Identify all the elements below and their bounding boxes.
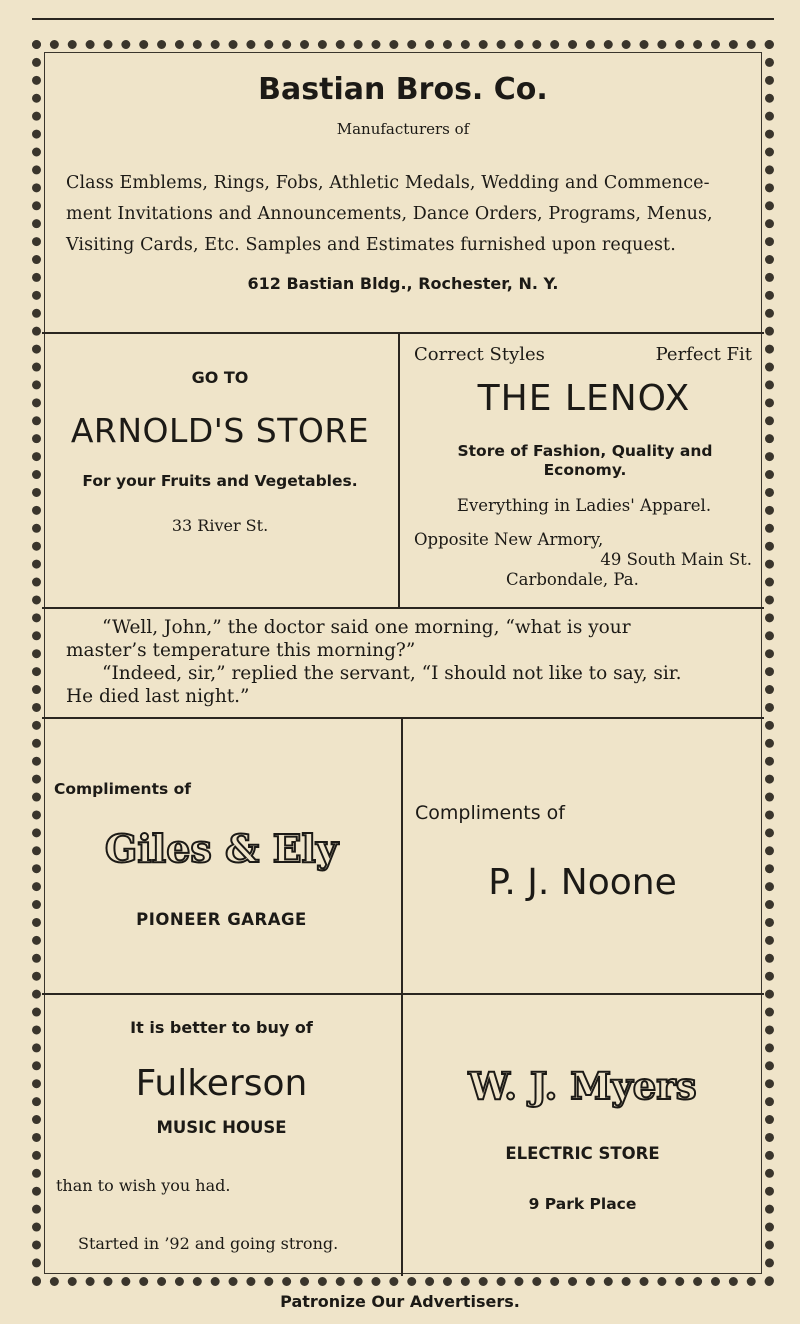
ad-page xyxy=(42,50,764,1276)
bastian-line-3: Visiting Cards, Etc. Samples and Estimates furnished upon request. xyxy=(66,235,676,255)
lenox-address-3: Carbondale, Pa. xyxy=(506,570,639,589)
joke-line-4: He died last night.” xyxy=(66,686,250,707)
joke-line-1: “Well, John,” the doctor said one morning, “what is your xyxy=(102,617,631,638)
myers-title: W. J. Myers xyxy=(468,1064,697,1108)
bastian-address: 612 Bastian Bldg., Rochester, N. Y. xyxy=(247,274,559,293)
joke-text xyxy=(66,616,742,708)
divider-vertical xyxy=(398,332,400,607)
lenox-perfect-fit: Perfect Fit xyxy=(655,344,752,365)
giles-subtitle: PIONEER GARAGE xyxy=(136,910,307,929)
divider xyxy=(42,332,764,334)
lenox-address-1: Opposite New Armory, xyxy=(414,530,604,549)
divider xyxy=(42,717,764,719)
lenox-tagline: Store of Fashion, Quality and Economy. xyxy=(457,442,713,479)
bastian-line-2: ment Invitations and Announcements, Dance Orders, Programs, Menus, xyxy=(66,204,713,224)
arnold-address: 33 River St. xyxy=(171,516,269,535)
footer-text: Patronize Our Advertisers. xyxy=(280,1292,520,1311)
noone-compliments: Compliments of xyxy=(415,802,565,824)
lenox-title: THE LENOX xyxy=(477,378,691,419)
fulkerson-intro: It is better to buy of xyxy=(130,1018,313,1037)
bastian-line-1: Class Emblems, Rings, Fobs, Athletic Medals, Wedding and Commence- xyxy=(66,173,710,193)
noone-title: P. J. Noone xyxy=(488,862,677,903)
top-rule xyxy=(32,18,774,20)
bastian-description xyxy=(66,168,742,261)
divider-vertical xyxy=(401,993,403,1276)
giles-compliments: Compliments of xyxy=(54,780,192,798)
lenox-address-2: 49 South Main St. xyxy=(600,550,752,569)
fulkerson-subtitle: MUSIC HOUSE xyxy=(156,1118,287,1137)
fulkerson-title: Fulkerson xyxy=(135,1063,308,1104)
myers-address: 9 Park Place xyxy=(528,1195,637,1213)
lenox-address xyxy=(414,530,752,590)
myers-subtitle: ELECTRIC STORE xyxy=(505,1144,660,1163)
lenox-correct-styles: Correct Styles xyxy=(414,344,545,365)
joke-line-3: “Indeed, sir,” replied the servant, “I should not like to say, sir. xyxy=(102,663,682,684)
arnold-go-to: GO TO xyxy=(191,368,249,387)
arnold-title: ARNOLD'S STORE xyxy=(70,411,370,450)
fulkerson-line-2: Started in ’92 and going strong. xyxy=(78,1234,339,1253)
divider xyxy=(42,993,764,995)
arnold-ad xyxy=(42,368,398,535)
bastian-ad xyxy=(42,72,764,138)
joke-line-2: master’s temperature this morning?” xyxy=(66,640,416,661)
bastian-subtitle: Manufacturers of xyxy=(336,120,470,138)
arnold-tagline: For your Fruits and Vegetables. xyxy=(82,472,358,490)
bastian-title: Bastian Bros. Co. xyxy=(258,72,548,107)
lenox-apparel: Everything in Ladies' Apparel. xyxy=(456,496,712,515)
lenox-header xyxy=(414,344,752,365)
divider-vertical xyxy=(401,717,403,993)
fulkerson-line-1: than to wish you had. xyxy=(56,1176,231,1195)
divider xyxy=(42,607,764,609)
giles-title: Giles & Ely xyxy=(104,826,339,871)
fulkerson-ad xyxy=(42,1018,401,1137)
